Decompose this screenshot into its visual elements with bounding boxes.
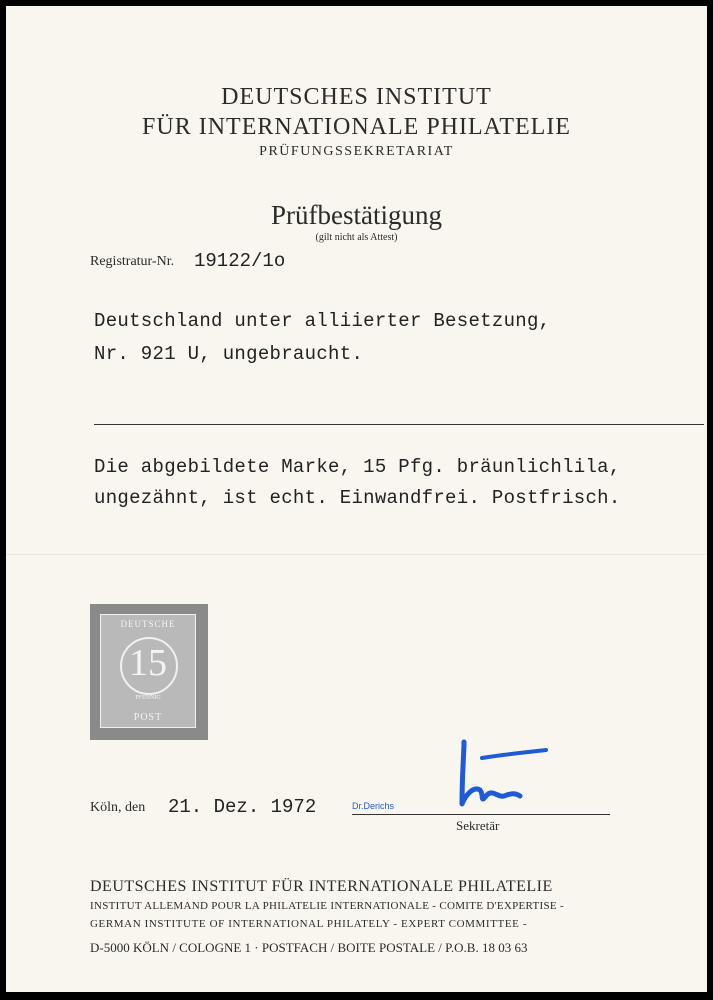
paper-fold (6, 554, 707, 555)
issue-date: 21. Dez. 1972 (168, 796, 317, 818)
footer-line-4: D-5000 KÖLN / COLOGNE 1 · POSTFACH / BOITE POSTALE / P.O.B. 18 03 63 (90, 940, 528, 955)
stamp-unit: PFENNIG (135, 695, 161, 701)
footer-line-1: DEUTSCHES INSTITUT FÜR INTERNATIONALE PHILATELIE (90, 878, 553, 895)
certificate-title: Prüfbestätigung (271, 200, 442, 230)
certificate-sheet (6, 6, 707, 992)
footer-line-2: INSTITUT ALLEMAND POUR LA PHILATELIE INTERNATIONALE - COMITE D'EXPERTISE - (90, 900, 564, 912)
certificate-subtitle: (gilt nicht als Attest) (315, 232, 398, 243)
findings-line-2: ungezähnt, ist echt. Einwandfrei. Postfrisch. (94, 487, 621, 509)
findings-line-1: Die abgebildete Marke, 15 Pfg. bräunlichlila, (94, 456, 621, 478)
registry-label: Registratur-Nr. (90, 254, 175, 269)
stamp-top-text: DEUTSCHE (120, 619, 176, 629)
place-label: Köln, den (90, 800, 146, 815)
signature-line (352, 814, 610, 815)
stamp-design (100, 614, 196, 728)
footer-line-3: GERMAN INSTITUTE OF INTERNATIONAL PHILATELY - EXPERT COMMITTEE - (90, 918, 528, 930)
signature-mark (446, 734, 566, 818)
stamp-bottom-text: POST (133, 712, 163, 723)
item-line-2: Nr. 921 U, ungebraucht. (94, 343, 364, 365)
header-line-2: FÜR INTERNATIONALE PHILATELIE (142, 114, 571, 140)
signer-name: Dr.Derichs (352, 801, 395, 811)
header-line-3: PRÜFUNGSSEKRETARIAT (259, 144, 454, 159)
registry-number: 19122/1o (194, 250, 286, 272)
header-line-1: DEUTSCHES INSTITUT (221, 84, 492, 110)
stamp-image (90, 604, 208, 740)
separator-rule (94, 424, 704, 425)
signer-role: Sekretär (456, 818, 500, 833)
item-line-1: Deutschland unter alliierter Besetzung, (94, 310, 551, 332)
stamp-value: 15 (129, 642, 167, 684)
